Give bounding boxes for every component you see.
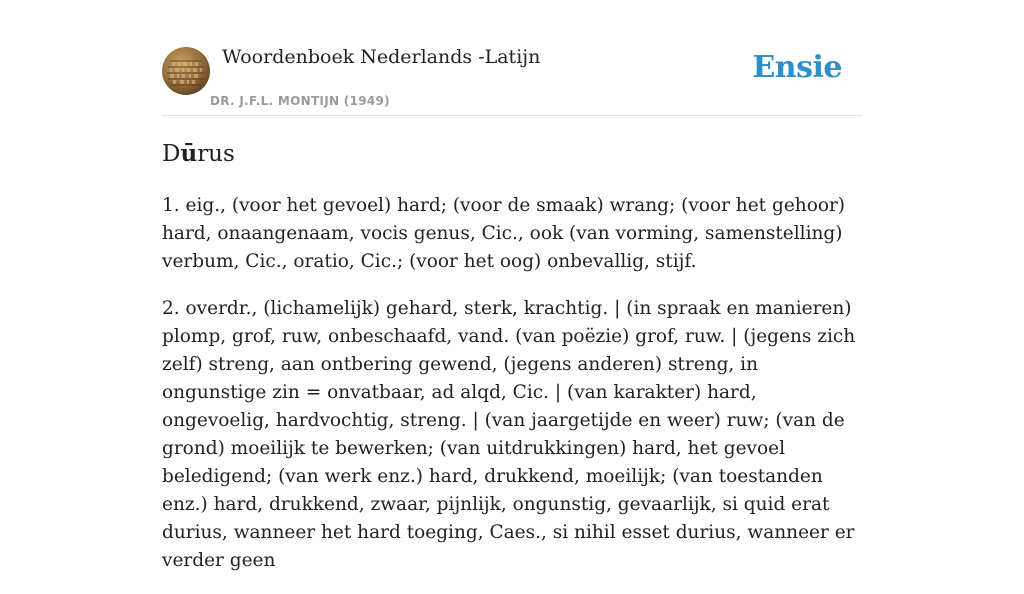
definition-paragraph-2: 2. overdr., (lichamelijk) gehard, sterk, krachtig. | (in spraak en manieren) plomp, grof, ruw, onbeschaafd, vand. (van poëzie) grof, ruw. | (jegens zich zelf) streng, aan ontbering gewend, (jegens anderen) streng, in ongunstige zin = onvatbaar, ad alqd, Cic. | (van karakter) hard, ongevoelig, hardvochtig, streng. | (van jaargetijde en weer) ruw; (van de grond) moeilijk te bewerken; (van uitdrukkingen) hard, het gevoel beledigend; (van werk enz.) hard, drukkend, moeilijk; (van toestanden enz.) hard, drukkend, zwaar, pijnlijk, ongunstig, gevaarlijk, si quid erat durius, wanneer het hard toeging, Caes., si nihil esset durius, wanneer er verder geen	[162, 298, 856, 571]
page-container	[162, 0, 862, 571]
author-line: DR. J.F.L. MONTIJN (1949)	[210, 94, 390, 108]
bronze-seal-icon	[162, 47, 210, 95]
ensie-logo[interactable]: Ensie	[752, 50, 842, 85]
entry-headword	[162, 140, 235, 167]
definition-paragraph-1: 1. eig., (voor het gevoel) hard; (voor de smaak) wrang; (voor het gehoor) hard, onaangenaam, vocis genus, Cic., ook (van vorming, samenstelling) verbum, Cic., oratio, Cic.; (voor het oog) onbevallig, stijf.	[162, 195, 846, 272]
headword-part-start: D	[162, 141, 181, 167]
book-title: Woordenboek Nederlands -Latijn	[222, 46, 541, 68]
headword-part-end: rus	[197, 141, 235, 167]
headword-accent-letter: ū	[180, 140, 198, 167]
entry-definition	[162, 192, 862, 594]
header	[162, 0, 862, 116]
